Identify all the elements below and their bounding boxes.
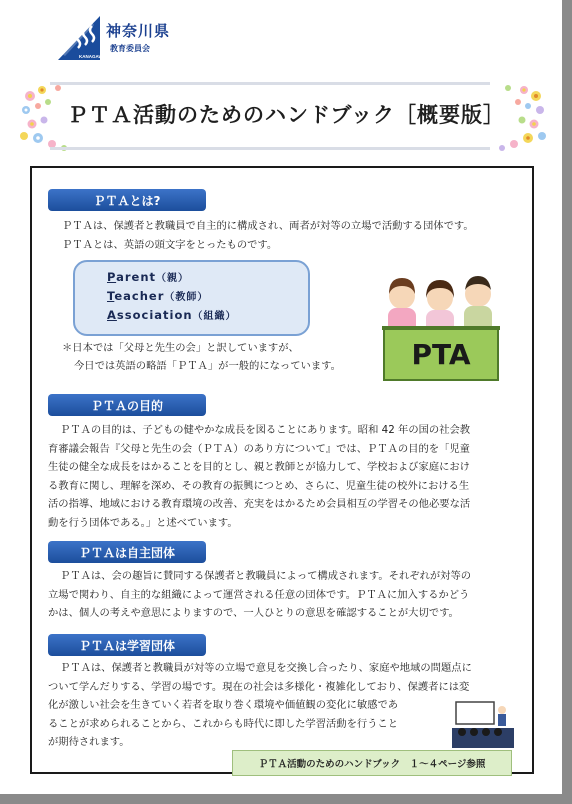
logo-lettering: KANAGAWA [79, 54, 106, 59]
page-title: ＰＴＡ活動のためのハンドブック［概要版］ [67, 103, 505, 127]
section-body-autonomous [48, 567, 471, 623]
section-heading-autonomous: ＰＴＡは自主団体 [48, 541, 206, 563]
body-line: 活の指導、地域における教育環境の改善、充実をはかるため会員相互の学習その他必要な活 [48, 498, 471, 510]
body-line: が期待されます。 [48, 736, 130, 748]
section-heading-purpose: ＰＴＡの目的 [48, 394, 206, 416]
body-line: 化が激しい社会を生きていく若者を取り巻く環境や価値観の変化に敏感であ [48, 699, 399, 711]
translation-note: ＊日本では「父母と先生の会」と訳していますが、 今日では英語の略語「ＰＴＡ」が一般的になっています。 [62, 342, 341, 372]
page-edge-bottom [0, 794, 572, 804]
page-edge-right [562, 0, 572, 804]
kanagawa-logo-icon [58, 16, 106, 60]
body-line: ＰＴＡの目的は、子どもの健やかな成長を図ることにあります。昭和 42 年の国の社会教 [60, 424, 471, 436]
body-line: ることが求められることから、これからも時代に即した学習活動を行うこと [48, 717, 399, 730]
pta-people-illustration [382, 268, 500, 380]
body-line: る教育に関し、理解を深め、その教育の振興につとめ、さらに、児童生徒の校外における生 [48, 479, 470, 492]
title-rule-bottom [50, 147, 490, 150]
acronym-parent: Parent（親） [107, 270, 190, 284]
section-body-learning [48, 659, 472, 752]
footer-reference-banner: ＰＴＡ活動のためのハンドブック １～４ページ参照 [232, 750, 512, 776]
section-heading-learning: ＰＴＡは学習団体 [48, 634, 206, 656]
section-body-what-is-pta [62, 217, 474, 254]
body-line: ついて学んだりする、学習の場です。現在の社会は多様化・複雑化しており、保護者には変 [48, 680, 470, 693]
body-line: 育審議会報告『父母と先生の会（ＰＴＡ）のあり方について』では、ＰＴＡの目的を「児童 [48, 442, 470, 455]
pta-sign-text: PTA [411, 338, 471, 371]
title-rule-top [50, 82, 490, 85]
section-heading-what-is-pta: ＰＴＡとは? [48, 189, 206, 211]
body-line: ＰＴＡは、保護者と教職員が対等の立場で意見を交換し合ったり、家庭や地域の問題点に [60, 662, 472, 674]
board-of-education: 教育委員会 [110, 44, 150, 53]
body-line: 動を行う団体である。」と述べています。 [48, 516, 238, 529]
body-line: 立場で関わり、自主的な組織によって運営される任意の団体です。ＰＴＡに加入するかどう [48, 588, 470, 601]
body-line: ＰＴＡとは、英語の頭文字をとったものです。 [62, 238, 278, 251]
lecture-illustration [452, 700, 514, 748]
body-line: ＰＴＡは、保護者と教職員で自主的に構成され、両者が対等の立場で活動する団体です。 [62, 220, 474, 232]
body-line: 生徒の健全な成長をはかることを目的とし、親と教師とが協力して、学校および家庭におけ [48, 461, 470, 473]
acronym-association: Association（組織） [107, 308, 237, 322]
body-line: ＰＴＡは、会の趣旨に賛同する保護者と教職員によって構成されます。それぞれが対等の [60, 570, 472, 582]
acronym-teacher: Teacher（教師） [107, 289, 209, 303]
body-line: かは、個人の考えや意思によりますので、一人ひとりの意思を確認することが大切です。 [48, 607, 459, 619]
section-body-purpose [48, 421, 470, 532]
prefecture-name: 神奈川県 [106, 22, 171, 40]
